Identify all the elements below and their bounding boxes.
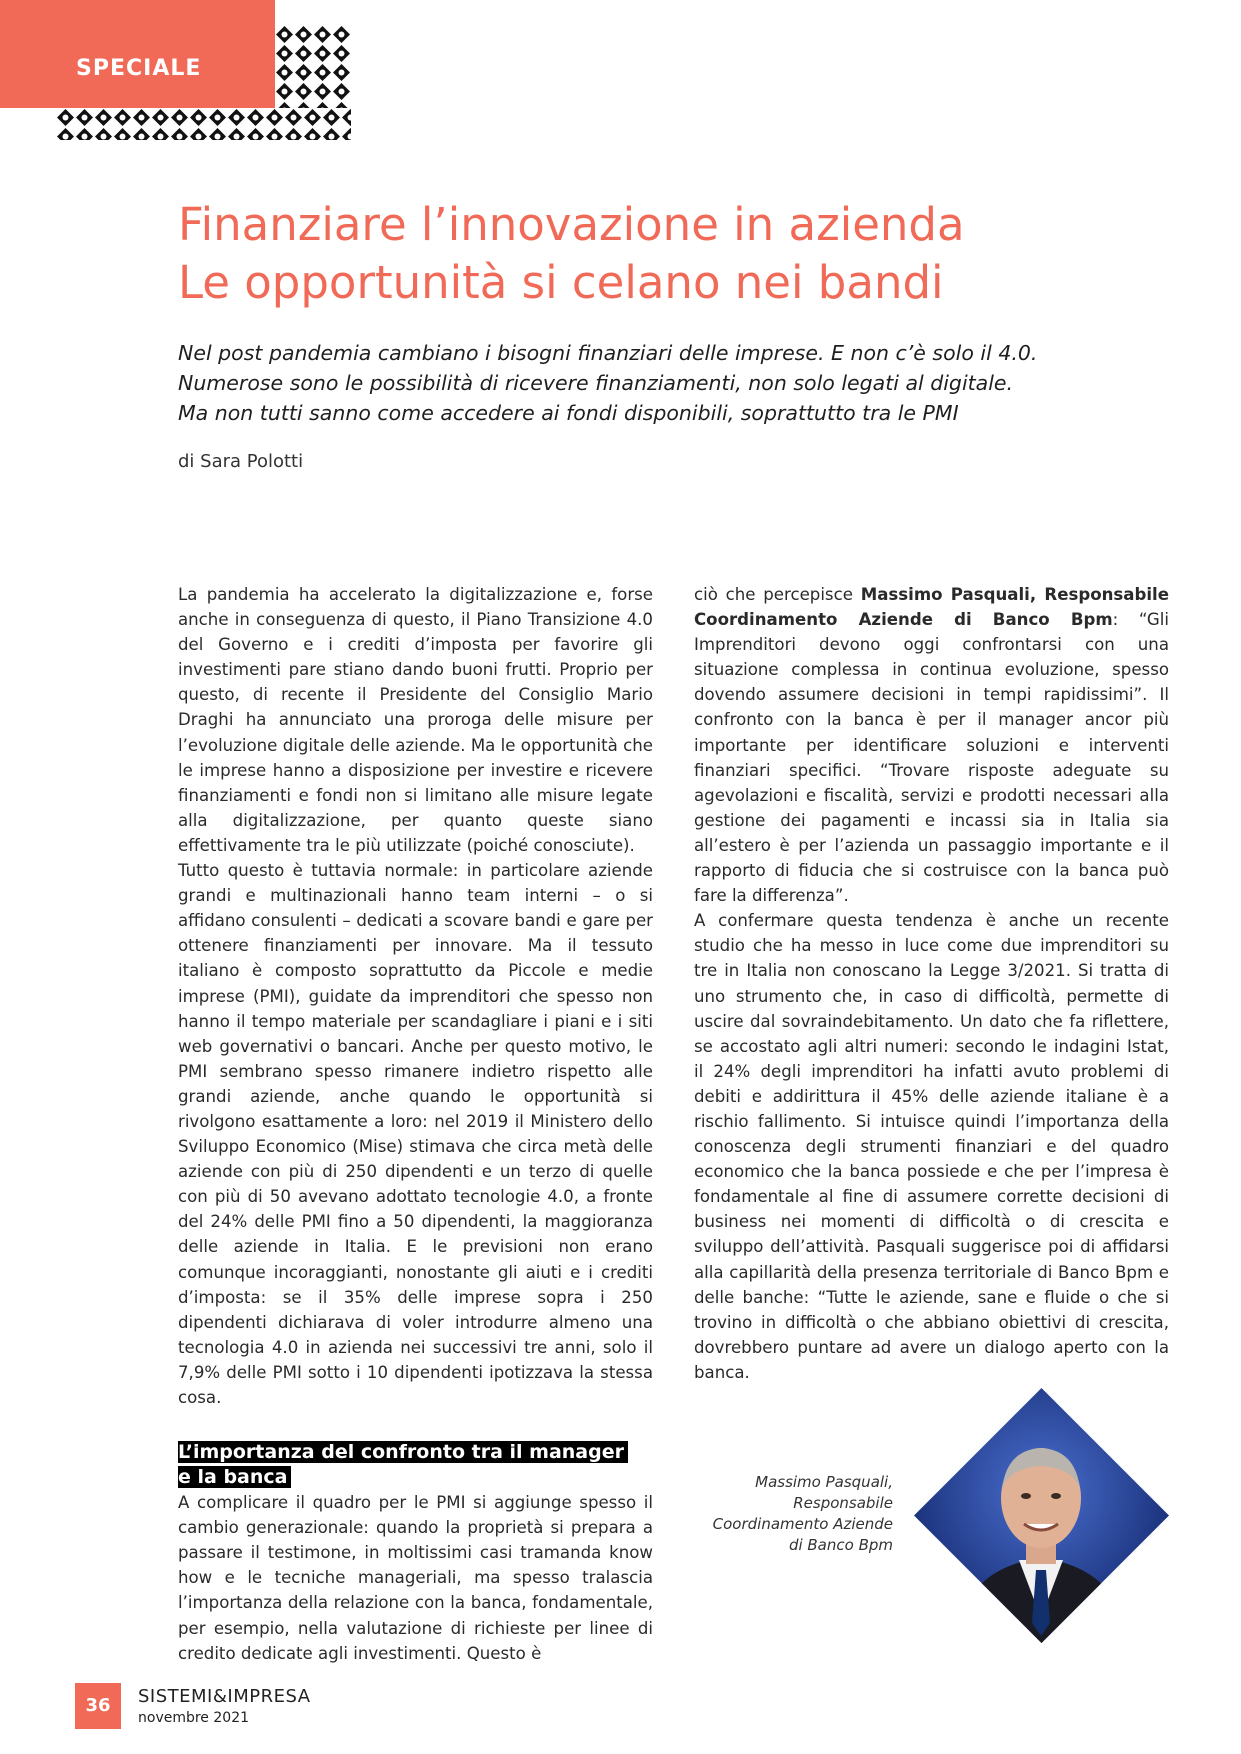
title-line-1: Finanziare l’innovazione in azienda (178, 198, 965, 251)
body-paragraph: A complicare il quadro per le PMI si aggiunge spesso il cambio generazionale: quando la proprietà si prepara a passare il testimone, in moltissimi casi tramanda know how e le tecniche manageriali, ma spesso tralascia l’importanza della relazione con la banca, fondamentale, per esempio, nella valutazione di richieste per linee di credito dedicate agli investimenti. Questo è (178, 1493, 653, 1663)
subtitle-line-1: Nel post pandemia cambiano i bisogni finanziari delle imprese. E non c’è solo il 4.0. (178, 341, 1038, 365)
byline: di Sara Polotti (178, 451, 304, 472)
subtitle-line-3: Ma non tutti sanno come accedere ai fondi disponibili, soprattutto tra le PMI (178, 401, 959, 425)
body-paragraph (694, 582, 1169, 908)
page-number: 36 (75, 1683, 121, 1729)
title-line-2: Le opportunità si celano nei bandi (178, 256, 944, 309)
caption-line-4: di Banco Bpm (788, 1536, 893, 1554)
issue-date: novembre 2021 (138, 1710, 250, 1726)
body-paragraph: Tutto questo è tuttavia normale: in particolare aziende grandi e multinazionali hanno team interni – o si affidano consulenti – dedicati a scovare bandi e gare per ottenere finanziamenti per innovare. Ma il tessuto italiano è composto soprattutto da Piccole e medie imprese (PMI), guidate da imprenditori che spesso non hanno il tempo materiale per scandagliare i piani e i siti web governativi o bancari. Anche per questo motivo, le PMI sembrano spesso rimanere indietro rispetto alle grandi aziende, anche quando le opportunità si rivolgono esattamente a loro: nel 2019 il Ministero dello Sviluppo Economico (Mise) stimava che circa metà delle aziende con più di 250 dipendenti e un terzo di quelle con più di 50 avevano adottato tecnologie 4.0, a fronte del 24% delle PMI fino a 50 dipendenti, la maggioranza delle aziende in Italia. E le previsioni non erano comunque incoraggianti, nonostante gli aiuti e i crediti d’imposta: se il 35% delle imprese sopra i 250 dipendenti dichiarava di voler introdurre almeno una tecnologia 4.0 in azienda nei successivi tre anni, solo il 7,9% delle PMI sotto i 10 dipendenti ipotizzava la stessa cosa. (178, 861, 653, 1407)
section-heading (178, 1440, 653, 1490)
body-text: ciò che percepisce (694, 585, 861, 604)
subtitle-line-2: Numerose sono le possibilità di ricevere finanziamenti, non solo legati al digitale. (178, 371, 1014, 395)
section-heading-line-2: e la banca (178, 1466, 291, 1488)
quoted-person: Massimo Pasquali, Responsabile Coordinamento Aziende di Banco Bpm (694, 585, 1170, 630)
decorative-pattern-strip (56, 108, 351, 140)
section-tag: SPECIALE (0, 0, 275, 108)
caption-line-1: Massimo Pasquali, (755, 1473, 893, 1491)
body-paragraph: La pandemia ha accelerato la digitalizzazione e, forse anche in conseguenza di questo, il Piano Transizione 4.0 del Governo e i crediti d’imposta per favorire gli investimenti pare stiano dando buoni frutti. Proprio per questo, di recente il Presidente del Consiglio Mario Draghi ha annunciato una proroga delle misure per l’evoluzione digitale delle aziende. Ma le opportunità che le imprese hanno a disposizione per investire e ricevere finanziamenti e fondi non si limitano alle misure legate alla digitalizzazione, per quanto queste siano effettivamente tra le più utilizzate (poiché conosciute). (178, 585, 653, 855)
left-column (178, 582, 653, 1666)
body-text: : “Gli Imprenditori devono oggi confrontarsi con una situazione complessa in continua evoluzione, spesso dovendo assumere decisioni in tempi rapidissimi”. Il confronto con la banca è per il manager ancor più importante per identificare soluzioni e interventi finanziari specifici. “Trovare risposte adeguate su agevolazioni e fiscalità, servizi e prodotti necessari alla gestione dei pagamenti e incassi sia in Italia sia all’estero è per l’azienda un passaggio importante e il rapporto di fiducia che si costruisce con la banca può fare la differenza”. (694, 610, 1169, 906)
section-heading-line-1: L’importanza del confronto tra il manager (178, 1441, 628, 1463)
body-paragraph: A confermare questa tendenza è anche un recente studio che ha messo in luce come due imprenditori su tre in Italia non conoscano la Legge 3/2021. Si tratta di uno strumento che, in caso di difficoltà, permette di uscire dal sovraindebitamento. Un dato che fa riflettere, se accostato agli altri numeri: secondo le indagini Istat, il 24% degli imprenditori ha infatti avuto problemi di debiti e addirittura il 45% delle aziende italiane è a rischio fallimento. Si intuisce quindi l’importanza della conoscenza degli strumenti finanziari e del quadro economico che la banca possiede e che per l’impresa è fondamentale al fine di assumere corrette decisioni di business nei momenti di difficoltà o di crescita e sviluppo dell’attività. Pasquali suggerisce poi di affidarsi alla capillarità della presenza territoriale di Banco Bpm e delle banche: “Tutte le aziende, sane e fluide o che si trovino in difficoltà o che abbiano obiettivi di crescita, dovrebbero puntare ad avere un dialogo aperto con la banca. (694, 911, 1169, 1382)
portrait-photo (914, 1388, 1169, 1643)
right-column (694, 582, 1169, 1385)
photo-caption (700, 1472, 893, 1556)
magazine-name: SISTEMI&IMPRESA (138, 1686, 311, 1707)
caption-line-2: Responsabile (793, 1494, 893, 1512)
caption-line-3: Coordinamento Aziende (712, 1515, 893, 1533)
article-subtitle (178, 338, 1178, 428)
article-title (178, 196, 1178, 312)
